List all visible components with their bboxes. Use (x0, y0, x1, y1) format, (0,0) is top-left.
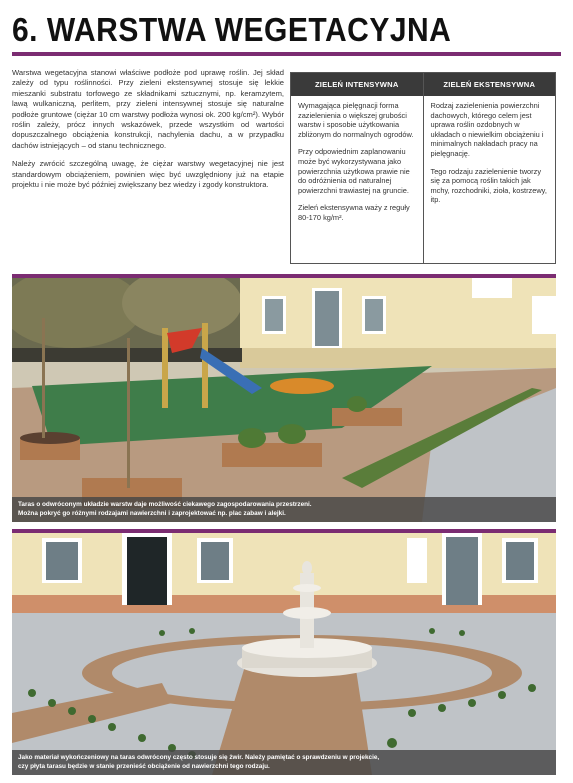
extensive-column (423, 73, 556, 263)
photo1-caption (12, 497, 556, 522)
intensive-column (291, 73, 423, 263)
comparison-table (290, 72, 556, 264)
title-rule (12, 52, 561, 56)
intensive-body (291, 96, 423, 236)
intensive-paragraph: Zieleń ekstensywna waży z reguły 80-170 kg/m². (298, 203, 410, 222)
terrace-playground-photo (12, 274, 556, 522)
extensive-paragraph: Tego rodzaju zazielenienie tworzy się za pomocą roślin takich jak mchy, rozchodniki, zioła, kostrzewy, itp. (430, 166, 547, 205)
photo2-caption-line: Jako materiał wykończeniowy na taras odwrócony często stosuje się żwir. Należy pamiętać o sprawdzeniu w projekcie, (18, 754, 380, 761)
fountain-illustration (12, 533, 556, 775)
fountain-terrace-photo (12, 529, 556, 775)
page-title: 6. WARSTWA WEGETACYJNA (12, 12, 452, 49)
photo2-caption (12, 750, 556, 775)
photo2-caption-line: czy płyta tarasu będzie w stanie przenieść obciążenie od nawierzchni tego rodzaju. (18, 763, 270, 770)
extensive-body (424, 96, 556, 218)
photo1-caption-line: Taras o odwróconym układzie warstw daje możliwość ciekawego zagospodarowania przestrzeni. (18, 501, 312, 508)
photo1-caption-line: Można pokryć go różnymi rodzajami nawierzchni i zaprojektować np. plac zabaw i alejki. (18, 510, 286, 517)
extensive-paragraph: Rodzaj zazielenienia powierzchni dachowych, którego celem jest uprawa roślin ozdobnych w układach o niewielkim obciążeniu i minimalnych nakładach pracy na pielęgnację. (430, 101, 544, 158)
intensive-paragraph: Przy odpowiednim zaplanowaniu może być wykorzystywana jako powierzchnia użytkowa prawie nie do odróżnienia od naturalnej powierzchni trawiastej na gruncie. (298, 147, 410, 195)
intro-text (12, 68, 284, 198)
intro-paragraph: Warstwa wegetacyjna stanowi właściwe podłoże pod uprawę roślin. Jej skład zależy od typu roślinności. Przy zieleni ekstensywnej stosuje się lekkie mieszanki substratu torfowego ze składnikami sztucznymi, np. keramzytem, lawą wulkaniczną, perlitem, przy zieleni intensywnej stosuje się naturalne podłoże gruntowe (ciężar 10 cm warstwy podłoża wynosi ok. 200 kg/cm²). Wybór roślin zależy, prócz innych wskazówek, przede wszystkim od wartości dopuszczalnego obciążenia konstrukcji, nachylenia dachu, a w przypadku dachów istniejących – od stanu technicznego. (12, 68, 284, 150)
intensive-paragraph: Wymagająca pielęgnacji forma zazielenienia o większej grubości warstw i sposobie użytkowania zbliżonym do normalnych ogrodów. (298, 101, 414, 139)
intensive-header: ZIELEŃ INTENSYWNA (291, 73, 423, 96)
intro-paragraph: Należy zwrócić szczególną uwagę, że ciężar warstwy wegetacyjnej nie jest standardowym obciążeniem, powinien więc być uwzględniony już na etapie projektu i nie może być później zwiększany bez wiedzy i zgody konstruktora. (12, 159, 284, 190)
extensive-header: ZIELEŃ EKSTENSYWNA (424, 73, 556, 96)
playground-illustration (12, 278, 556, 522)
